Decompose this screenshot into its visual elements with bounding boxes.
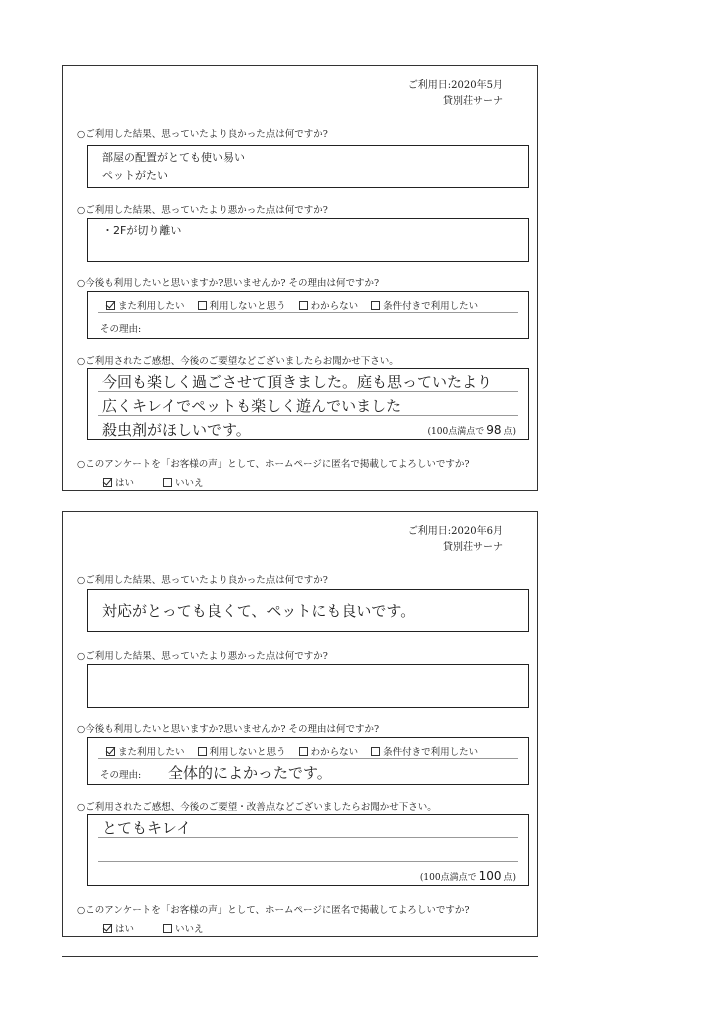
question-comments: ○ご利用されたご感想、今後のご要望などございましたらお聞かせ下さい。 — [77, 356, 399, 367]
usage-date: ご利用日:2020年5月 — [407, 80, 503, 91]
ruled-line — [98, 415, 518, 416]
reason-answer: 全体的によかったです。 — [168, 764, 332, 782]
answer-box-bad-points — [87, 664, 529, 708]
consent-yes[interactable]: はい — [103, 475, 134, 489]
answer-box-good-points — [87, 145, 529, 188]
checkbox-icon[interactable] — [299, 747, 308, 756]
question-good-points: ○ご利用した結果、思っていたより良かった点は何ですか? — [77, 129, 328, 140]
answer-box-good-points — [87, 589, 529, 632]
comment-line-3: 殺虫剤がほしいです。 — [102, 421, 251, 439]
checkbox-checked-icon[interactable] — [106, 747, 115, 756]
option-conditional[interactable]: 条件付きで利用したい — [371, 744, 478, 758]
reason-label: その理由: — [100, 324, 142, 335]
satisfaction-score: (100点満点で 98 点) — [427, 423, 516, 437]
checkbox-checked-icon[interactable] — [106, 301, 115, 310]
revisit-options — [106, 744, 488, 758]
answer-good-line-1: 対応がとっても良くて、ペットにも良いです。 — [102, 602, 416, 620]
facility-name: 貸別荘サーナ — [443, 96, 503, 107]
answer-good-line-2: ペットがたい — [102, 169, 168, 182]
checkbox-checked-icon[interactable] — [103, 924, 112, 933]
survey-form-may — [62, 65, 538, 491]
reason-label: その理由: — [100, 770, 142, 781]
option-wont-use[interactable]: 利用しないと思う — [198, 744, 286, 758]
revisit-options — [106, 298, 488, 312]
usage-date: ご利用日:2020年6月 — [407, 526, 503, 537]
question-consent: ○このアンケートを「お客様の声」として、ホームページに匿名で掲載してよろしいですか? — [77, 905, 470, 916]
ruled-line — [98, 837, 518, 838]
answer-bad-line-1: ・2Fが切り離い — [102, 224, 182, 237]
ruled-line — [98, 861, 518, 862]
satisfaction-score: (100点満点で 100 点) — [419, 869, 516, 883]
facility-name: 貸別荘サーナ — [443, 542, 503, 553]
revisit-options-box — [87, 291, 529, 339]
option-use-again[interactable]: また利用したい — [106, 298, 185, 312]
question-revisit: ○今後も利用したいと思いますか?思いませんか? その理由は何ですか? — [77, 724, 380, 735]
question-bad-points: ○ご利用した結果、思っていたより悪かった点は何ですか? — [77, 205, 328, 216]
option-dont-know[interactable]: わからない — [299, 298, 359, 312]
option-conditional[interactable]: 条件付きで利用したい — [371, 298, 478, 312]
option-wont-use[interactable]: 利用しないと思う — [198, 298, 286, 312]
answer-box-bad-points — [87, 218, 529, 262]
score-value: 98 — [486, 423, 502, 437]
consent-options — [103, 475, 230, 489]
comment-line-2: 広くキレイでペットも楽しく遊んでいました — [102, 397, 402, 415]
comments-box — [87, 368, 529, 440]
revisit-options-box — [87, 737, 529, 785]
checkbox-icon[interactable] — [371, 747, 380, 756]
answer-good-line-1: 部屋の配置がとても使い易い — [102, 151, 245, 164]
option-dont-know[interactable]: わからない — [299, 744, 359, 758]
checkbox-icon[interactable] — [198, 747, 207, 756]
page-bottom-divider — [62, 956, 538, 957]
checkbox-icon[interactable] — [163, 478, 172, 487]
consent-options — [103, 921, 230, 935]
question-revisit: ○今後も利用したいと思いますか?思いませんか? その理由は何ですか? — [77, 278, 380, 289]
question-comments: ○ご利用されたご感想、今後のご要望・改善点などございましたらお聞かせ下さい。 — [77, 802, 437, 813]
survey-form-june — [62, 511, 538, 937]
question-good-points: ○ご利用した結果、思っていたより良かった点は何ですか? — [77, 575, 328, 586]
comment-line-1: とてもキレイ — [102, 819, 192, 837]
checkbox-icon[interactable] — [198, 301, 207, 310]
checkbox-checked-icon[interactable] — [103, 478, 112, 487]
comment-line-1: 今回も楽しく過ごさせて頂きました。庭も思っていたより — [102, 373, 493, 391]
comments-box — [87, 814, 529, 886]
divider — [98, 758, 518, 759]
checkbox-icon[interactable] — [163, 924, 172, 933]
consent-yes[interactable]: はい — [103, 921, 134, 935]
divider — [98, 312, 518, 313]
checkbox-icon[interactable] — [371, 301, 380, 310]
consent-no[interactable]: いいえ — [163, 921, 204, 935]
ruled-line — [98, 391, 518, 392]
question-consent: ○このアンケートを「お客様の声」として、ホームページに匿名で掲載してよろしいですか? — [77, 459, 470, 470]
question-bad-points: ○ご利用した結果、思っていたより悪かった点は何ですか? — [77, 651, 328, 662]
checkbox-icon[interactable] — [299, 301, 308, 310]
option-use-again[interactable]: また利用したい — [106, 744, 185, 758]
consent-no[interactable]: いいえ — [163, 475, 204, 489]
score-value: 100 — [478, 869, 502, 883]
